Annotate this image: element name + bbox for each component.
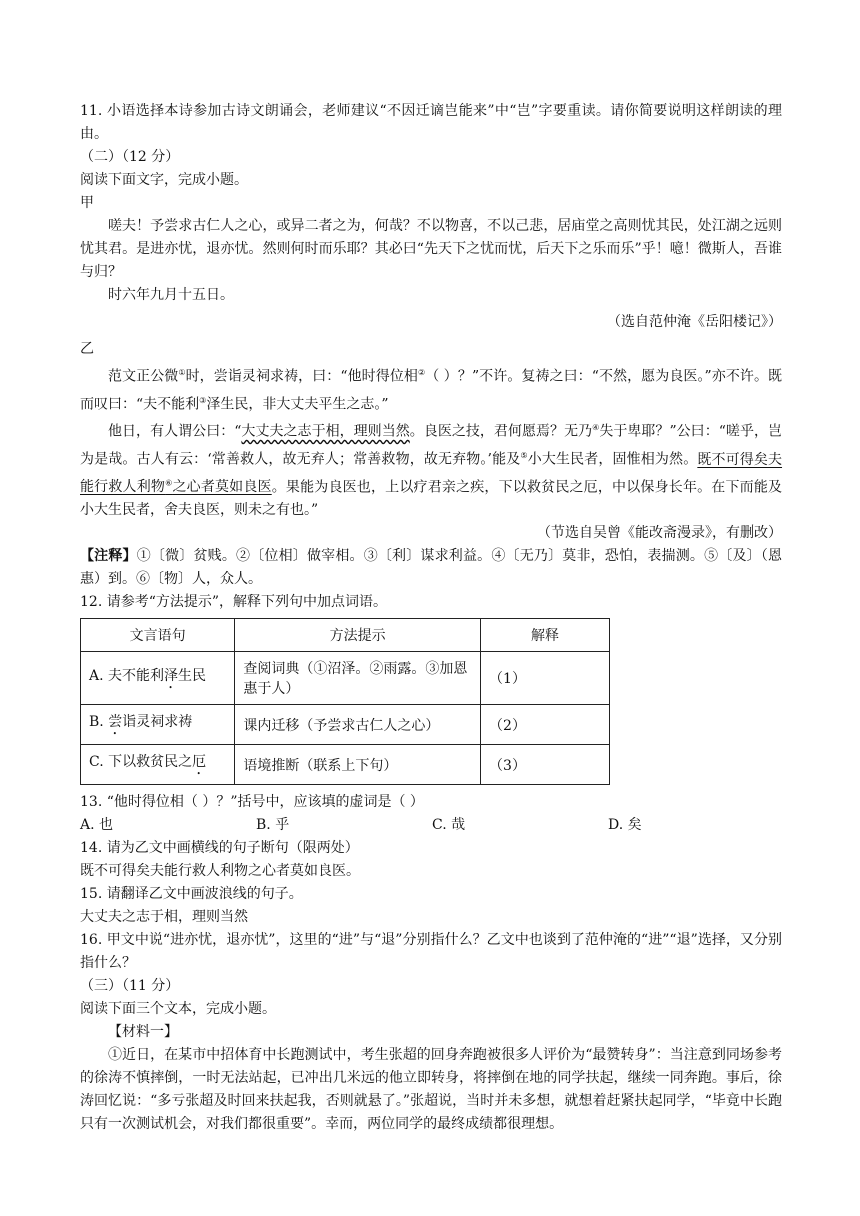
material-1-paragraph: ①近日，在某市中招体育中长跑测试中，考生张超的回身奔跑被很多人评价为“最赞转身”：当注意到同场参考的徐涛不慎摔倒，一时无法站起，已冲出几米远的他立即转身，将摔倒在地的同学扶起，继续一同奔跑。事后，徐涛回忆说：“多亏张超及时回来扶起我，否则就悬了。”张超说，当时并未多想，就想着赶紧扶起同学，“毕竟中长跑只有一次测试机会，对我们都很重要”。幸而，两位同学的最终成绩都很理想。 xyxy=(80,1047,782,1133)
question-14: 14. 请为乙文中画横线的句子断句（限两处） xyxy=(80,840,359,857)
section-3-title: （三）（11 分） xyxy=(80,978,180,995)
option-c: C. 哉 xyxy=(432,817,466,834)
yi-p1-text-b: 时，尝诣灵祠求祷，曰：“他时得位相 xyxy=(185,368,418,385)
section-3-instruction: 阅读下面三个文本，完成小题。 xyxy=(80,1001,276,1018)
question-15-sentence: 大丈夫之志于相，理则当然 xyxy=(80,909,248,926)
passage-jia-paragraph: 嗟夫！予尝求古仁人之心，或异二者之为，何哉？不以物喜，不以己悲，居庙堂之高则忧其民，处江湖之远则忧其君。是进亦忧，退亦忧。然则何时而乐耶？其必曰“先天下之忧而忧，后天下之乐而乐”乎！噫！微斯人，吾谁与归？ xyxy=(80,218,782,280)
footnote-marker: ② xyxy=(417,368,426,377)
table-row xyxy=(81,745,610,785)
table-row xyxy=(81,705,610,745)
table-cell-answer: （2） xyxy=(481,705,610,745)
table-cell-sentence: B. 尝诣灵祠求祷 xyxy=(81,705,235,745)
table-header: 文言语句 xyxy=(81,619,235,652)
section-2-title: （二）（12 分） xyxy=(80,149,180,165)
table-cell-hint: 语境推断（联系上下句） xyxy=(235,745,481,785)
yi-p1-text-c: （ ）？”不许。复祷之曰：“不然，愿为良医。”亦不许。既而叹曰：“夫不能利 xyxy=(80,368,783,413)
table-cell-hint: 查阅词典（①沼泽。②雨露。③加恩惠于人） xyxy=(235,652,481,705)
passage-jia-label: 甲 xyxy=(80,195,94,211)
yi-p2-text-d: 小大生民者，固惟相为然。 xyxy=(527,451,698,468)
option-b: B. 乎 xyxy=(256,817,290,834)
question-12: 12. 请参考“方法提示”，解释下列句中加点词语。 xyxy=(80,594,388,611)
yi-p2-text-b: 。良医之技，君何愿焉？无乃 xyxy=(409,423,593,440)
dotted-word: 尝 xyxy=(108,714,123,731)
notes-text: ①〔微〕贫贱。②〔位相〕做宰相。③〔利〕谋求利益。④〔无乃〕莫非，恐怕，表揣测。⑤〔及〕（恩惠）到。⑥〔物〕人，众人。 xyxy=(80,548,783,588)
question-13: 13. “他时得位相（ ）？”括号中，应该填的虚词是（ ） xyxy=(80,794,424,811)
dotted-word: 泽 xyxy=(164,667,179,684)
footnote-marker: ④ xyxy=(592,423,600,433)
question-14-sentence: 既不可得矣夫能行救人利物之心者莫如良医。 xyxy=(80,863,360,880)
yi-p1-text-a: 范文正公微 xyxy=(108,368,179,385)
wavy-underlined-sentence: 大丈夫之志于相，理则当然 xyxy=(241,423,410,440)
option-a: A. 也 xyxy=(80,817,114,834)
passage-yi-source: （节选自吴曾《能改斋漫录》，有删改） xyxy=(537,525,782,542)
dotted-word: 厄 xyxy=(192,754,207,771)
question-11: 11. 小语选择本诗参加古诗文朗诵会，老师建议“不因迁谪岂能来”中“岂”字要重读。请你简要说明这样朗读的理由。 xyxy=(80,103,782,142)
yi-p1-text-d: 泽生民，非大丈夫平生之志。” xyxy=(206,396,389,413)
table-header-row xyxy=(81,619,610,652)
section-2-instruction: 阅读下面文字，完成小题。 xyxy=(80,172,248,188)
footnote-marker: ③ xyxy=(199,395,207,405)
passage-jia-date: 时六年九月十五日。 xyxy=(108,287,234,303)
yi-p2-text-a: 他日，有人谓公曰：“ xyxy=(108,423,242,440)
material-1-label: 【材料一】 xyxy=(108,1024,178,1041)
passage-jia-source: （选自范仲淹《岳阳楼记》） xyxy=(607,314,782,330)
exam-page xyxy=(80,100,782,1136)
question-15: 15. 请翻译乙文中画波浪线的句子。 xyxy=(80,886,303,903)
table-cell-answer: （1） xyxy=(481,652,610,705)
table-header: 解释 xyxy=(481,619,610,652)
yi-p2-text-e: 。果能为良医也，上以疗君亲之疾，下以救贫民之厄，中以保身长年。在下而能及小大生民者，舍夫良医，则未之有也。” xyxy=(80,479,783,519)
table-header: 方法提示 xyxy=(235,619,481,652)
passage-yi-paragraph-1 xyxy=(80,361,782,416)
table-row xyxy=(81,652,610,705)
table-cell-answer: （3） xyxy=(481,745,610,785)
footnote-marker: ⑥ xyxy=(165,478,173,488)
passage-yi-label: 乙 xyxy=(80,341,94,357)
method-table xyxy=(80,618,610,785)
notes xyxy=(80,545,782,591)
underlined-sentence: 既不可得矣夫能行救人利物⑥之心者莫如良医 xyxy=(80,451,783,496)
footnote-marker: ⑤ xyxy=(520,450,528,460)
option-d: D. 矣 xyxy=(608,817,642,834)
table-cell-hint: 课内迁移（予尝求古仁人之心） xyxy=(235,705,481,745)
passage-yi-paragraph-2 xyxy=(80,416,782,522)
table-cell-sentence: C. 下以救贫民之厄 xyxy=(81,745,235,785)
yi-p2-text-c: 失于卑耶？”公曰：“嗟乎，岂为是哉。古人有云：‘常善救人，故无弃人；常善救物，故无弃物。’能及 xyxy=(80,423,782,468)
table-cell-sentence: A. 夫不能利泽生民 xyxy=(81,652,235,705)
question-16: 16. 甲文中说“进亦忧，退亦忧”，这里的“进”与“退”分别指什么？乙文中也谈到了范仲淹的“进”“退”选择，又分别指什么？ xyxy=(80,932,782,972)
question-13-options xyxy=(80,814,782,837)
notes-label: 【注释】 xyxy=(80,548,137,565)
footnote-marker: ① xyxy=(178,368,186,377)
